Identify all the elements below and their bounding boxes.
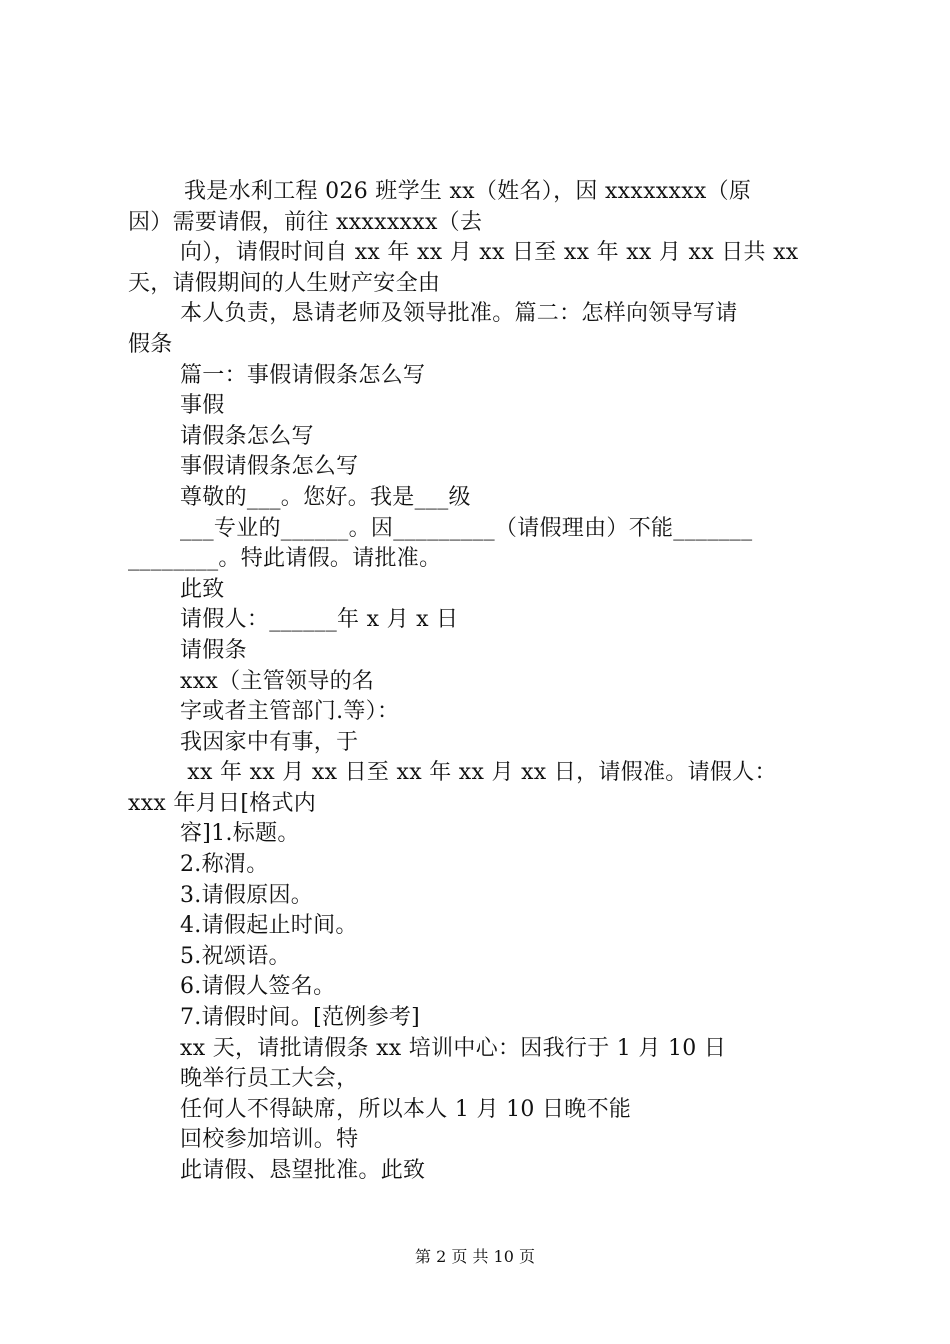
document-line: 此致 (180, 576, 225, 602)
document-line: 7.请假时间。[范例参考] (180, 1005, 421, 1031)
document-line: 本人负责，恳请老师及领导批准。篇二：怎样向领导写请 (180, 301, 738, 327)
document-body (128, 177, 833, 1187)
document-line: xxx（主管领导的名 (180, 668, 375, 694)
document-line: 晚举行员工大会， (180, 1066, 359, 1092)
document-line: 3.请假原因。 (180, 882, 314, 908)
document-line: 2.称渭。 (180, 852, 269, 878)
document-line: 5.祝颂语。 (180, 943, 291, 969)
document-line: 事假请假条怎么写 (180, 454, 359, 480)
document-line: 我因家中有事，于 (180, 729, 359, 755)
document-line: 字或者主管部门.等）： (180, 699, 400, 725)
document-line: xx 天，请批请假条 xx 培训中心：因我行于 1 月 10 日 (180, 1035, 727, 1061)
document-line: 我是水利工程 026 班学生 xx（姓名），因 xxxxxxxx（原 (184, 179, 752, 204)
document-line: 请假条怎么写 (180, 423, 314, 449)
document-line: 任何人不得缺席，所以本人 1 月 10 日晚不能 (180, 1096, 632, 1122)
document-line: 4.请假起止时间。 (180, 913, 358, 939)
page-footer: 第 2 页 共 10 页 (415, 1247, 535, 1266)
document-line: 假条 (128, 331, 173, 357)
document-line: 向），请假时间自 xx 年 xx 月 xx 日至 xx 年 xx 月 xx 日共 xx (180, 240, 799, 266)
document-line: 请假条 (180, 637, 247, 663)
document-line: 尊敬的___。您好。我是___级 (180, 484, 471, 510)
document-line: 回校参加培训。特 (180, 1127, 359, 1153)
document-line: 篇一：事假请假条怎么写 (180, 362, 426, 388)
document-line: xx 年 xx 月 xx 日至 xx 年 xx 月 xx 日，请假准。请假人： (180, 760, 777, 786)
document-line: xxx 年月日[格式内 (128, 790, 317, 816)
document-line: 天，请假期间的人生财产安全由 (128, 270, 441, 296)
document-line: 此请假、恳望批准。此致 (180, 1158, 426, 1183)
document-line: 容]1.标题。 (180, 821, 300, 847)
document-line: 因）需要请假，前往 xxxxxxxx（去 (128, 209, 483, 235)
document-line: 请假人：______年 x 月 x 日 (180, 607, 459, 633)
document-line: ___专业的______。因_________（请假理由）不能_______ (180, 515, 753, 541)
document-line: 事假 (180, 393, 225, 419)
document-line: ________。特此请假。请批准。 (128, 546, 442, 572)
document-line: 6.请假人签名。 (180, 974, 336, 1000)
